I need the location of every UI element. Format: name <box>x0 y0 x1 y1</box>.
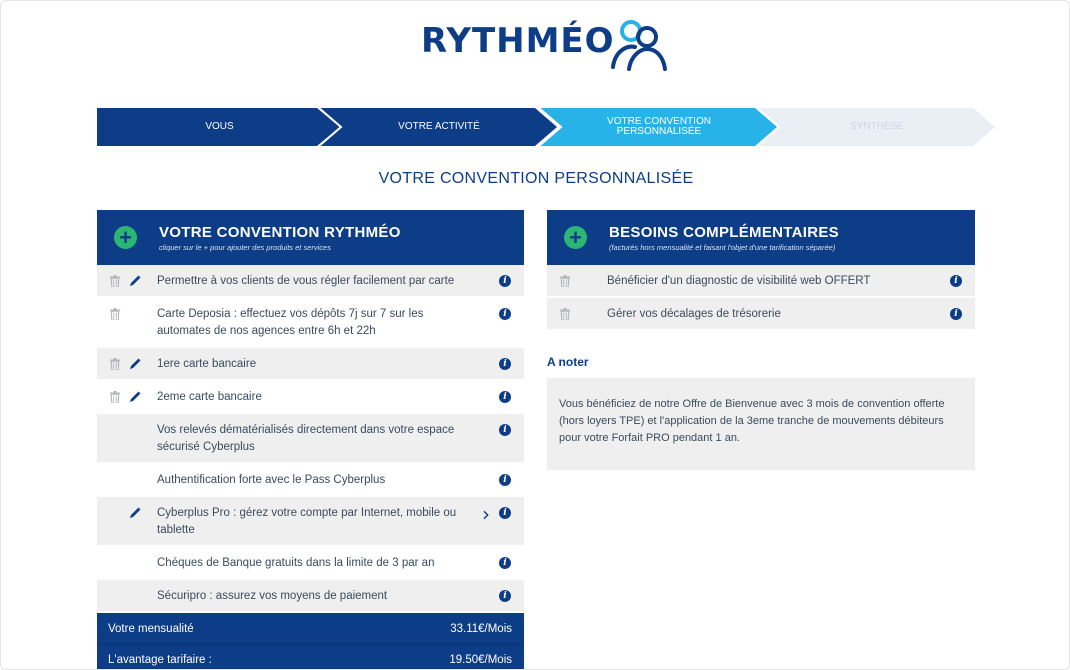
besoins-item <box>547 298 975 331</box>
plus-circle-icon[interactable]: + <box>114 226 137 249</box>
brand-logo <box>421 9 669 73</box>
page-title: VOTRE CONVENTION PERSONNALISÉE <box>378 170 694 187</box>
info-icon[interactable]: i <box>499 308 511 320</box>
trash-icon[interactable] <box>110 275 120 287</box>
besoins-header <box>547 210 975 265</box>
step-label: VOUS <box>205 121 234 132</box>
item-actions <box>97 306 157 320</box>
trash-icon[interactable] <box>560 308 570 320</box>
spacer <box>110 507 129 519</box>
item-text: Sécuripro : assurez vos moyens de paiement <box>157 590 388 602</box>
item-actions <box>97 422 157 424</box>
besoins-item <box>547 265 975 298</box>
note-text: Vous bénéficiez de notre Offre de Bienvenue avec 3 mois de convention offerte (hors loyers TPE) et l'application de la 3eme tranche de mouvements débiteurs pour votre Forfait PRO pendant 1 an. <box>559 398 945 444</box>
item-actions <box>97 389 157 403</box>
item-text: Vos relevés dématérialisés directement dans votre espace sécurisé Cyberplus <box>157 424 455 453</box>
step-activite[interactable] <box>319 108 559 146</box>
info-icon[interactable]: i <box>499 424 511 436</box>
monthly-value: 33.11€/Mois <box>450 622 512 635</box>
chevron-right-icon[interactable]: › <box>482 502 490 526</box>
step-label: SYNTHÈSE <box>850 121 904 132</box>
convention-item <box>97 265 524 298</box>
item-actions <box>97 505 157 519</box>
info-icon[interactable]: i <box>950 275 962 287</box>
info-icon[interactable]: i <box>499 590 511 602</box>
trash-icon[interactable] <box>110 358 120 370</box>
convention-item <box>97 348 524 381</box>
convention-item <box>97 580 524 613</box>
trash-icon[interactable] <box>110 308 120 320</box>
monthly-label: Votre mensualité <box>108 622 194 635</box>
item-text: Permettre à vos clients de vous régler facilement par carte <box>157 275 455 287</box>
step-convention[interactable] <box>539 108 779 146</box>
item-text: Gérer vos décalages de trésorerie <box>607 308 781 320</box>
convention-title: VOTRE CONVENTION RYTHMÉO <box>159 223 401 241</box>
step-vous[interactable] <box>97 108 342 146</box>
info-icon[interactable]: i <box>499 557 511 569</box>
progress-stepper <box>97 108 997 146</box>
convention-subtitle: cliquer sur le + pour ajouter des produits et services <box>159 242 331 252</box>
item-actions <box>97 555 157 557</box>
item-text: Carte Deposia : effectuez vos dépôts 7j sur 7 sur les automates de nos agences entre 6h et 22h <box>157 308 424 337</box>
step-label: VOTRE CONVENTION PERSONNALISÉE <box>607 116 711 137</box>
besoins-title: BESOINS COMPLÉMENTAIRES <box>609 223 839 241</box>
convention-item <box>97 547 524 580</box>
info-icon[interactable]: i <box>499 507 511 519</box>
item-actions <box>547 273 607 287</box>
item-text: Bénéficier d'un diagnostic de visibilité web OFFERT <box>607 275 871 287</box>
convention-item <box>97 464 524 497</box>
convention-header <box>97 210 524 265</box>
item-text: Authentification forte avec le Pass Cyberplus <box>157 474 386 486</box>
info-icon[interactable]: i <box>499 474 511 486</box>
item-text: Cyberplus Pro : gérez votre compte par Internet, mobile ou tablette <box>157 507 457 536</box>
advantage-value: 19.50€/Mois <box>449 654 512 666</box>
advantage-row <box>97 644 524 670</box>
item-actions <box>97 273 157 287</box>
convention-item <box>97 414 524 464</box>
besoins-subtitle: (facturés hors mensualité et faisant l'objet d'une tarification séparée) <box>609 242 836 252</box>
convention-item <box>97 298 524 348</box>
convention-item <box>97 381 524 414</box>
trash-icon[interactable] <box>110 391 120 403</box>
logo-text: RYTHMÉO <box>421 21 615 61</box>
plus-circle-icon[interactable]: + <box>564 226 587 249</box>
advantage-label: L'avantage tarifaire : <box>108 654 212 666</box>
item-text: 1ere carte bancaire <box>157 358 257 370</box>
item-actions <box>547 306 607 320</box>
info-icon[interactable]: i <box>499 358 511 370</box>
pencil-icon[interactable] <box>129 275 141 287</box>
besoins-panel <box>547 210 975 331</box>
item-text: 2eme carte bancaire <box>157 391 262 403</box>
step-synthese[interactable] <box>757 108 997 146</box>
monthly-row <box>97 613 524 644</box>
item-actions <box>97 472 157 474</box>
people-icon <box>607 11 669 71</box>
info-icon[interactable]: i <box>499 391 511 403</box>
pencil-icon[interactable] <box>129 358 141 370</box>
trash-icon[interactable] <box>560 275 570 287</box>
item-actions <box>97 356 157 370</box>
note-title: A noter <box>547 355 589 369</box>
note-box <box>547 378 975 470</box>
item-actions <box>97 588 157 590</box>
item-text: Chéques de Banque gratuits dans la limite de 3 par an <box>157 557 435 569</box>
pencil-icon[interactable] <box>129 507 141 519</box>
convention-item <box>97 497 524 547</box>
pencil-icon[interactable] <box>129 391 141 403</box>
info-icon[interactable]: i <box>950 308 962 320</box>
step-label: VOTRE ACTIVITÉ <box>398 121 480 132</box>
info-icon[interactable]: i <box>499 275 511 287</box>
convention-panel <box>97 210 524 670</box>
